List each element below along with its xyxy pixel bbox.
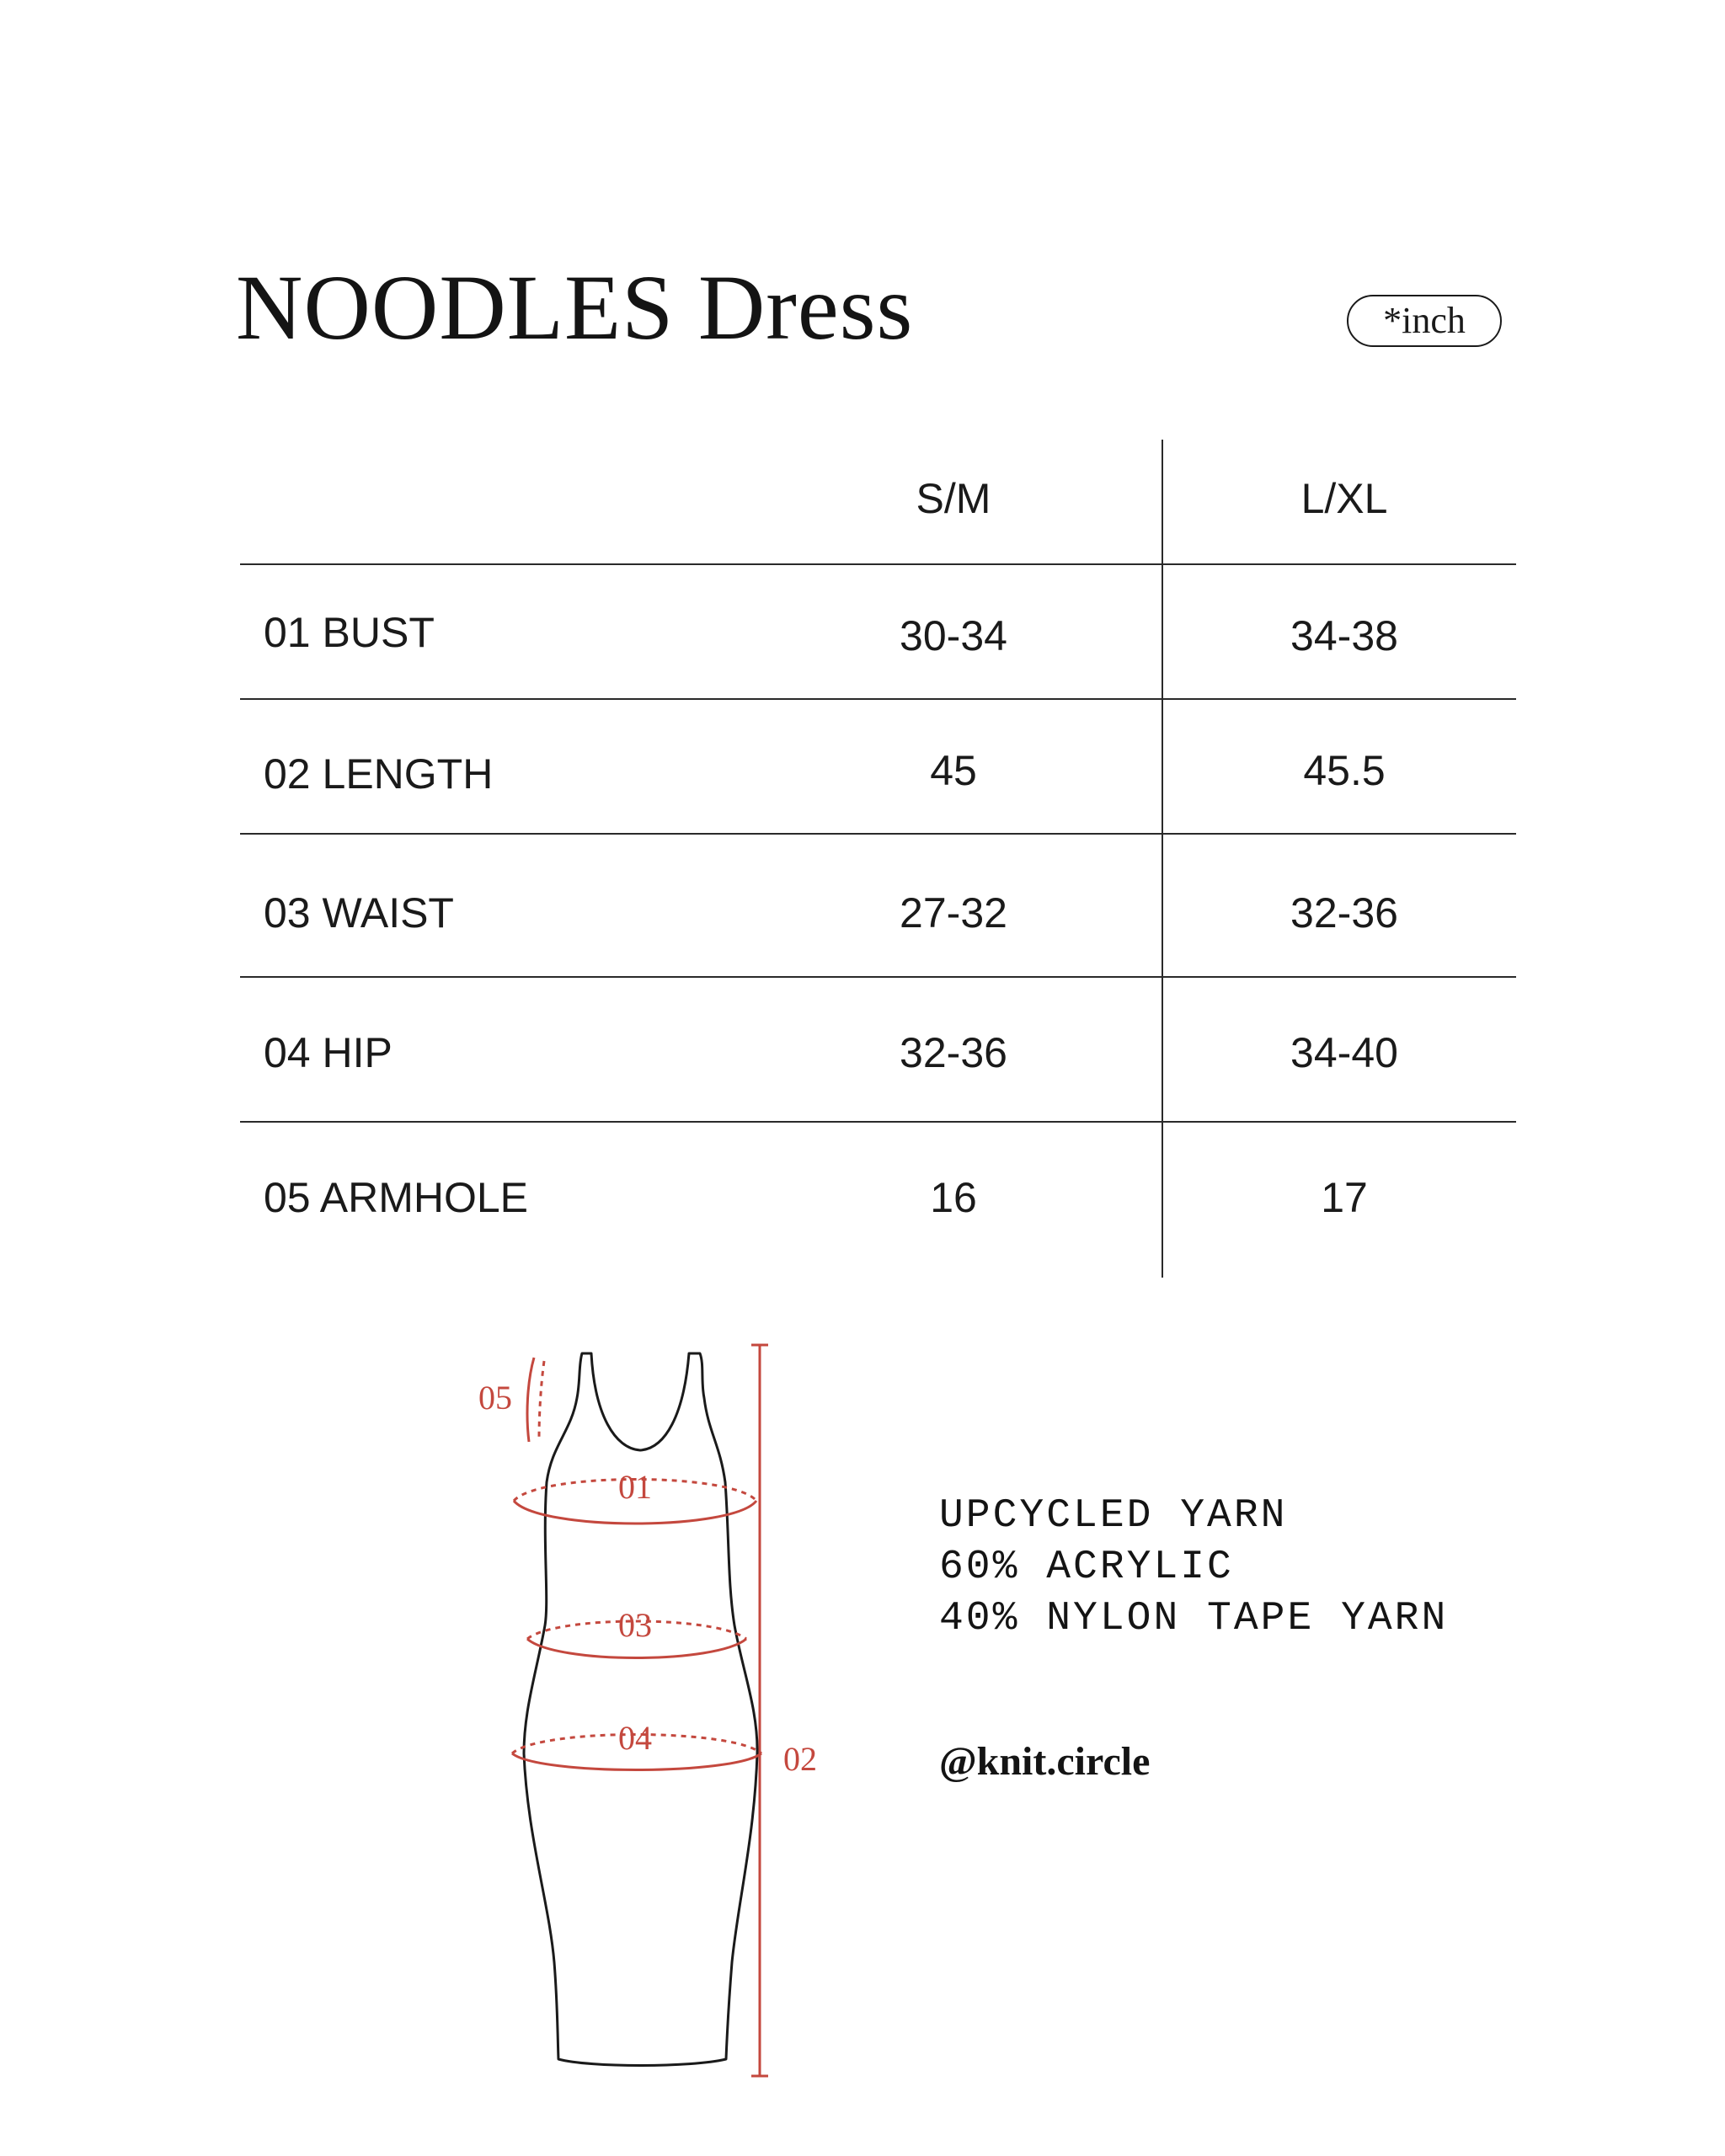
marker-label-waist: 03 bbox=[618, 1606, 652, 1644]
cell-length-lxl: 45.5 bbox=[1303, 747, 1386, 794]
cell-hip-lxl: 34-40 bbox=[1290, 1029, 1398, 1076]
cell-bust-sm: 30-34 bbox=[900, 612, 1007, 659]
marker-label-armhole: 05 bbox=[478, 1379, 512, 1417]
armhole-marker-arc bbox=[527, 1358, 534, 1442]
cell-hip-sm: 32-36 bbox=[900, 1029, 1007, 1076]
row-label-bust: 01 BUST bbox=[264, 609, 435, 656]
material-line: 60% ACRYLIC bbox=[939, 1545, 1234, 1590]
marker-label-bust: 01 bbox=[618, 1468, 652, 1506]
row-label-waist: 03 WAIST bbox=[264, 889, 454, 937]
material-line: UPCYCLED YARN bbox=[939, 1493, 1288, 1539]
page-title: NOODLES Dress bbox=[236, 256, 914, 359]
column-header-lxl: L/XL bbox=[1300, 475, 1388, 522]
column-header-sm: S/M bbox=[916, 475, 991, 522]
material-line: 40% NYLON TAPE YARN bbox=[939, 1596, 1449, 1641]
cell-armhole-lxl: 17 bbox=[1321, 1174, 1368, 1221]
dress-outline bbox=[524, 1353, 757, 2066]
cell-waist-sm: 27-32 bbox=[900, 889, 1007, 937]
marker-label-length: 02 bbox=[783, 1740, 817, 1778]
row-label-armhole: 05 ARMHOLE bbox=[264, 1174, 529, 1221]
social-handle: @knit.circle bbox=[939, 1739, 1151, 1784]
cell-length-sm: 45 bbox=[930, 747, 977, 794]
cell-waist-lxl: 32-36 bbox=[1290, 889, 1398, 937]
cell-armhole-sm: 16 bbox=[930, 1174, 977, 1221]
row-label-length: 02 LENGTH bbox=[264, 750, 494, 798]
armhole-marker-guide bbox=[539, 1361, 544, 1438]
unit-badge: *inch bbox=[1347, 295, 1502, 347]
marker-label-hip: 04 bbox=[618, 1719, 652, 1757]
cell-bust-lxl: 34-38 bbox=[1290, 612, 1398, 659]
material-info bbox=[939, 1491, 1448, 1645]
row-label-hip: 04 HIP bbox=[264, 1029, 393, 1076]
